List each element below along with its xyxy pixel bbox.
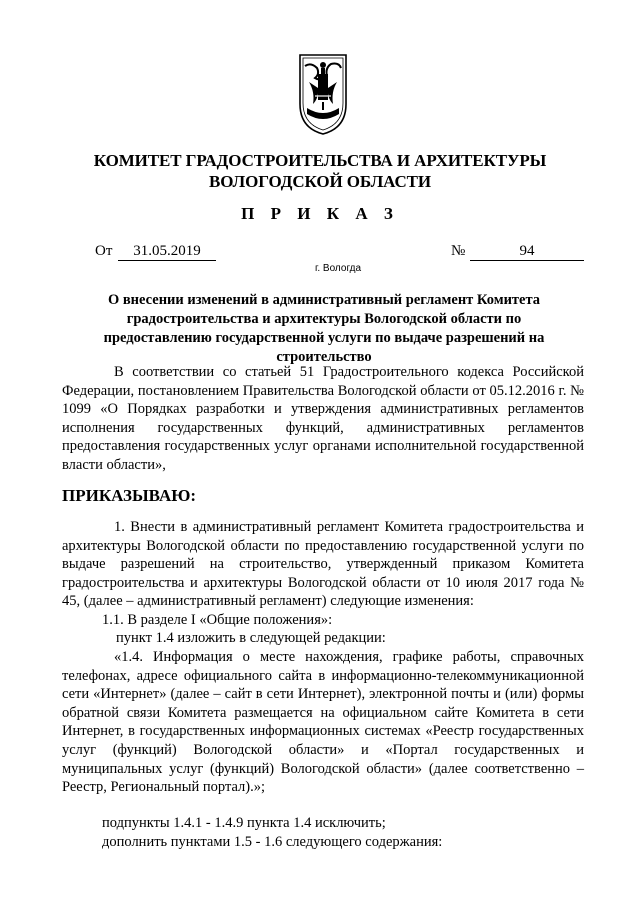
item-1-paragraph: 1. Внести в административный регламент Комитета градостроительства и архитектуры Вологодской области по предоставлению государственной услуги по выдаче разрешений на строительство, утвержденный приказом Комитета градостроительства и архитектуры Вологодской области от 10 июля 2017 года № 45, (далее – административный регламент) следующие изменения: <box>62 519 584 610</box>
order-word: ПРИКАЗЫВАЮ: <box>62 486 197 505</box>
number-value: 94 <box>470 243 584 261</box>
date-value: 31.05.2019 <box>118 243 216 261</box>
document-type-title: П Р И К А З <box>241 204 399 223</box>
coat-of-arms-emblem <box>297 52 349 136</box>
number-label: № <box>451 243 466 259</box>
organization-name-line-1: КОМИТЕТ ГРАДОСТРОИТЕЛЬСТВА И АРХИТЕКТУРЫ <box>93 151 547 170</box>
point-1-4-text: «1.4. Информация о месте нахождения, графике работы, справочных телефонах, адресе официального сайта в информационно-телекоммуникационной сети «Интернет» (далее – сайт в сети Интернет), электронной почты и (или) формы обратной связи Комитета размещается на официальном сайте Комитета в сети Интернет, в государственных информационных системах «Реестр государственных услуг (функций) Вологодской области» и «Портал государственных и муниципальных услуг (функций) Вологодской области» (далее соответственно – Реестр, Региональный портал).»; <box>62 649 584 796</box>
add-points-line: дополнить пунктами 1.5 - 1.6 следующего содержания: <box>102 834 443 850</box>
item-1-1-heading: 1.1. В разделе I «Общие положения»: <box>102 612 333 628</box>
preamble-paragraph: В соответствии со статьей 51 Градостроительного кодекса Российской Федерации, постановлением Правительства Вологодской области от 05.12.2016 г. № 1099 «О Порядках разработки и утверждения административных регламентов исполнения государственных функций, административных регламентов предоставления государственных услуг органами исполнительной государственной власти области», <box>62 364 584 473</box>
point-1-4-intro: пункт 1.4 изложить в следующей редакции: <box>116 630 386 646</box>
order-subject: О внесении изменений в административный регламент Комитета градостроительства и архитектуры Вологодской области по предоставлению государственной услуги по выдаче разрешений на строительство <box>103 292 545 365</box>
city-line <box>0 263 640 274</box>
date-label: От <box>95 243 113 259</box>
city-name: г. Вологда <box>314 263 362 274</box>
subpoints-exclude-line: подпункты 1.4.1 - 1.4.9 пункта 1.4 исключить; <box>102 815 386 831</box>
organization-name-line-2: ВОЛОГОДСКОЙ ОБЛАСТИ <box>208 172 432 191</box>
